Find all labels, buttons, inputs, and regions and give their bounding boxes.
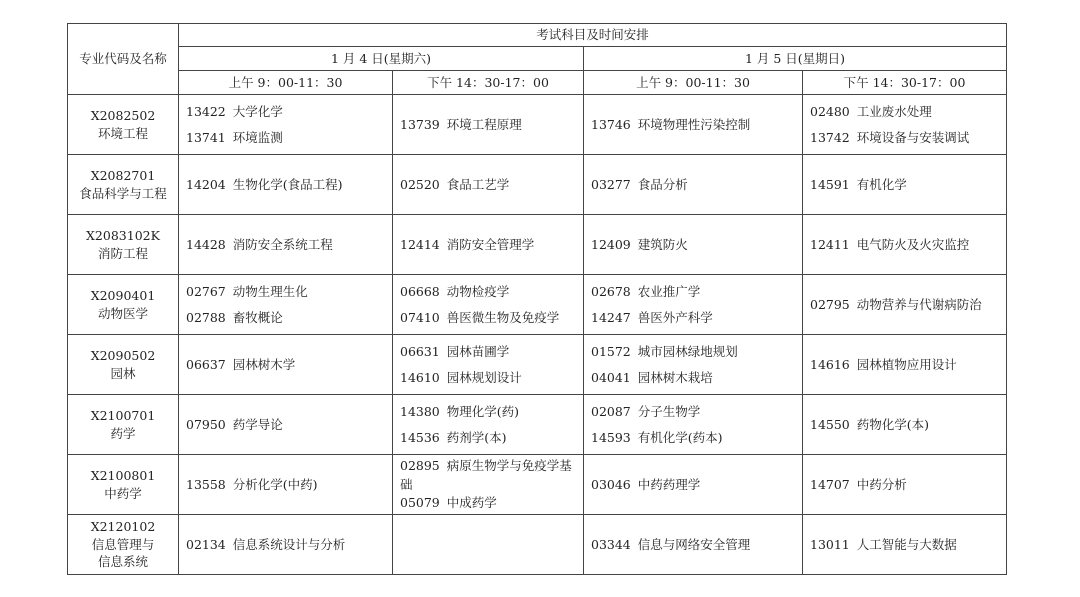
course-cell xyxy=(179,515,393,575)
course-entry xyxy=(591,476,795,494)
course-entry xyxy=(591,309,795,327)
major-name: 消防工程 xyxy=(97,245,148,261)
course-entry xyxy=(400,343,576,361)
course-name: 食品工艺学 xyxy=(446,176,510,192)
course-code: 14380 xyxy=(400,404,440,419)
table-row xyxy=(68,335,1007,395)
course-code: 13422 xyxy=(186,104,226,119)
major-name: 药学 xyxy=(110,425,136,441)
course-entry xyxy=(591,536,795,554)
course-name: 中药药理学 xyxy=(637,476,701,492)
course-code: 14550 xyxy=(810,416,850,432)
course-code: 03046 xyxy=(591,476,631,492)
course-cell xyxy=(393,515,584,575)
table-row xyxy=(68,215,1007,275)
major-cell xyxy=(68,455,179,515)
course-name: 动物生理生化 xyxy=(232,284,308,299)
course-entry xyxy=(591,176,795,194)
major-code: X2090401 xyxy=(90,288,156,303)
major-code: X2083102K xyxy=(86,228,160,243)
course-name: 园林树木学 xyxy=(232,356,296,372)
course-code: 14536 xyxy=(400,429,440,445)
course-cell xyxy=(803,455,1007,515)
course-code: 14428 xyxy=(186,236,226,252)
course-name: 中药分析 xyxy=(856,476,907,492)
course-entry xyxy=(186,236,385,254)
session-header: 下午 14：30-17：00 xyxy=(393,71,584,95)
course-cell xyxy=(584,515,803,575)
course-cell xyxy=(584,95,803,155)
course-entry xyxy=(400,176,576,194)
table-body xyxy=(68,24,1007,575)
major-code: X2120102 xyxy=(90,519,156,535)
course-cell xyxy=(393,335,584,395)
course-code: 12411 xyxy=(810,236,850,252)
course-cell xyxy=(803,395,1007,455)
major-code: X2082502 xyxy=(90,108,156,123)
course-code: 07410 xyxy=(400,309,440,325)
course-entry xyxy=(186,103,385,121)
major-cell xyxy=(68,395,179,455)
course-name-cont: 础 xyxy=(400,476,413,492)
course-entry xyxy=(810,296,999,314)
course-cell xyxy=(584,275,803,335)
course-name: 城市园林绿地规划 xyxy=(637,344,738,359)
course-entry xyxy=(400,494,576,512)
course-cell xyxy=(179,155,393,215)
course-entry xyxy=(186,176,385,194)
course-entry xyxy=(810,416,999,434)
course-code: 02520 xyxy=(400,176,440,192)
major-cell xyxy=(68,95,179,155)
course-entry xyxy=(400,403,576,421)
course-name: 药剂学(本) xyxy=(446,429,507,445)
course-code: 14204 xyxy=(186,176,226,192)
course-code: 12409 xyxy=(591,236,631,252)
course-entry xyxy=(591,343,795,361)
course-entry xyxy=(810,176,999,194)
session-header: 上午 9：00-11：30 xyxy=(584,71,803,95)
course-cell xyxy=(393,395,584,455)
course-code: 02788 xyxy=(186,309,226,325)
header-row-title xyxy=(68,24,1007,47)
course-name: 分子生物学 xyxy=(637,404,701,419)
course-entry xyxy=(186,283,385,301)
course-code: 06637 xyxy=(186,356,226,372)
major-column-header: 专业代码及名称 xyxy=(68,24,179,95)
table-row xyxy=(68,455,1007,515)
course-name: 动物营养与代谢病防治 xyxy=(856,296,982,312)
course-code: 14247 xyxy=(591,309,631,325)
course-cell xyxy=(584,395,803,455)
course-name: 大学化学 xyxy=(232,104,283,119)
course-name: 信息与网络安全管理 xyxy=(637,536,751,552)
course-name: 有机化学(药本) xyxy=(637,429,723,445)
course-name: 农业推广学 xyxy=(637,284,701,299)
exam-schedule-table xyxy=(67,23,1007,575)
course-cell xyxy=(803,95,1007,155)
major-cell xyxy=(68,275,179,335)
course-entry xyxy=(186,129,385,147)
course-entry xyxy=(810,236,999,254)
course-name: 人工智能与大数据 xyxy=(856,536,957,552)
header-row-sessions xyxy=(68,71,1007,95)
course-code: 02895 xyxy=(400,458,440,474)
course-code: 07950 xyxy=(186,416,226,432)
course-entry xyxy=(591,116,795,134)
course-entry xyxy=(591,403,795,421)
course-name: 电气防火及火灾监控 xyxy=(856,236,970,252)
course-code: 03277 xyxy=(591,176,631,192)
course-code: 02134 xyxy=(186,536,226,552)
course-code: 14591 xyxy=(810,176,850,192)
course-code: 13746 xyxy=(591,116,631,132)
major-cell xyxy=(68,215,179,275)
course-cell xyxy=(584,155,803,215)
major-cell xyxy=(68,335,179,395)
major-code: X2100801 xyxy=(90,468,156,483)
table-row xyxy=(68,95,1007,155)
course-cell xyxy=(393,215,584,275)
course-code: 02767 xyxy=(186,284,226,299)
major-cell xyxy=(68,155,179,215)
course-code: 13558 xyxy=(186,476,226,492)
course-entry xyxy=(186,309,385,327)
schedule-title: 考试科目及时间安排 xyxy=(179,24,1007,47)
major-name: 环境工程 xyxy=(97,125,148,141)
course-entry xyxy=(186,416,385,434)
header-row-days xyxy=(68,47,1007,71)
course-name: 动物检疫学 xyxy=(446,284,510,299)
course-name: 环境设备与安装调试 xyxy=(856,129,970,145)
course-entry xyxy=(400,283,576,301)
course-cell xyxy=(393,455,584,515)
course-entry xyxy=(400,309,576,327)
course-name: 园林规划设计 xyxy=(446,369,522,385)
course-cell xyxy=(179,335,393,395)
course-cell xyxy=(584,455,803,515)
course-name: 药学导论 xyxy=(232,416,283,432)
course-name: 药物化学(本) xyxy=(856,416,930,432)
course-cell xyxy=(179,95,393,155)
course-code: 14707 xyxy=(810,476,850,492)
course-cell xyxy=(803,335,1007,395)
course-code: 01572 xyxy=(591,344,631,359)
course-cell xyxy=(179,395,393,455)
course-name: 物理化学(药) xyxy=(446,404,520,419)
table-row xyxy=(68,275,1007,335)
course-name: 分析化学(中药) xyxy=(232,476,318,492)
course-cell xyxy=(393,275,584,335)
course-entry xyxy=(591,429,795,447)
course-name: 畜牧概论 xyxy=(232,309,283,325)
day-header: 1 月 5 日(星期日) xyxy=(584,47,1007,71)
course-code: 03344 xyxy=(591,536,631,552)
course-entry xyxy=(810,103,999,121)
course-name: 兽医微生物及免疫学 xyxy=(446,309,560,325)
course-name: 中成药学 xyxy=(446,495,497,511)
course-cell xyxy=(803,215,1007,275)
major-code: X2090502 xyxy=(90,348,156,363)
major-name-cont: 信息系统 xyxy=(97,554,148,570)
course-code: 14593 xyxy=(591,429,631,445)
course-entry xyxy=(400,429,576,447)
course-entry xyxy=(400,369,576,387)
course-name: 消防安全管理学 xyxy=(446,236,535,252)
session-header: 上午 9：00-11：30 xyxy=(179,71,393,95)
course-code: 02087 xyxy=(591,404,631,419)
course-code: 14616 xyxy=(810,356,850,372)
course-cell xyxy=(584,335,803,395)
course-code: 12414 xyxy=(400,236,440,252)
course-cell xyxy=(393,155,584,215)
course-cell xyxy=(584,215,803,275)
course-name: 生物化学(食品工程) xyxy=(232,176,343,192)
course-cell xyxy=(803,275,1007,335)
course-code: 02480 xyxy=(810,104,850,119)
course-code: 02795 xyxy=(810,296,850,312)
course-entry xyxy=(810,536,999,554)
course-name: 消防安全系统工程 xyxy=(232,236,333,252)
course-code: 04041 xyxy=(591,369,631,385)
course-name: 园林植物应用设计 xyxy=(856,356,957,372)
course-name: 建筑防火 xyxy=(637,236,688,252)
course-entry xyxy=(400,116,576,134)
course-name: 兽医外产科学 xyxy=(637,309,713,325)
course-cell xyxy=(803,155,1007,215)
table-row xyxy=(68,515,1007,575)
major-name: 食品科学与工程 xyxy=(79,185,167,201)
day-header: 1 月 4 日(星期六) xyxy=(179,47,584,71)
course-name: 信息系统设计与分析 xyxy=(232,536,346,552)
course-name: 环境工程原理 xyxy=(446,116,522,132)
course-cell xyxy=(179,275,393,335)
course-name: 有机化学 xyxy=(856,176,907,192)
course-code: 05079 xyxy=(400,495,440,511)
course-entry xyxy=(591,236,795,254)
course-entry xyxy=(186,356,385,374)
course-entry xyxy=(810,356,999,374)
course-cell xyxy=(179,455,393,515)
major-cell xyxy=(68,515,179,575)
course-entry xyxy=(400,236,576,254)
course-name: 病原生物学与免疫学基 xyxy=(446,458,572,474)
course-cell xyxy=(393,95,584,155)
table-row xyxy=(68,155,1007,215)
course-code: 13742 xyxy=(810,129,850,145)
major-name: 中药学 xyxy=(104,485,142,501)
course-code: 13011 xyxy=(810,536,850,552)
major-name: 园林 xyxy=(110,365,136,381)
course-entry xyxy=(591,283,795,301)
major-name: 动物医学 xyxy=(97,305,148,321)
course-cell xyxy=(179,215,393,275)
course-name: 食品分析 xyxy=(637,176,688,192)
major-name: 信息管理与 xyxy=(91,536,155,552)
course-name: 园林苗圃学 xyxy=(446,344,510,359)
course-name: 环境物理性污染控制 xyxy=(637,116,751,132)
session-header: 下午 14：30-17：00 xyxy=(803,71,1007,95)
major-code: X2100701 xyxy=(90,408,156,423)
course-entry xyxy=(810,129,999,147)
course-code: 13741 xyxy=(186,129,226,145)
course-entry xyxy=(400,457,576,475)
major-code: X2082701 xyxy=(90,168,156,183)
course-code: 06631 xyxy=(400,344,440,359)
course-entry xyxy=(186,476,385,494)
course-entry xyxy=(591,369,795,387)
course-code: 14610 xyxy=(400,369,440,385)
course-name: 工业废水处理 xyxy=(856,104,932,119)
course-code: 13739 xyxy=(400,116,440,132)
course-entry xyxy=(186,536,385,554)
course-code: 02678 xyxy=(591,284,631,299)
course-entry xyxy=(810,476,999,494)
course-cell xyxy=(803,515,1007,575)
course-name: 环境监测 xyxy=(232,129,283,145)
table-row xyxy=(68,395,1007,455)
course-code: 06668 xyxy=(400,284,440,299)
course-name: 园林树木栽培 xyxy=(637,369,713,385)
